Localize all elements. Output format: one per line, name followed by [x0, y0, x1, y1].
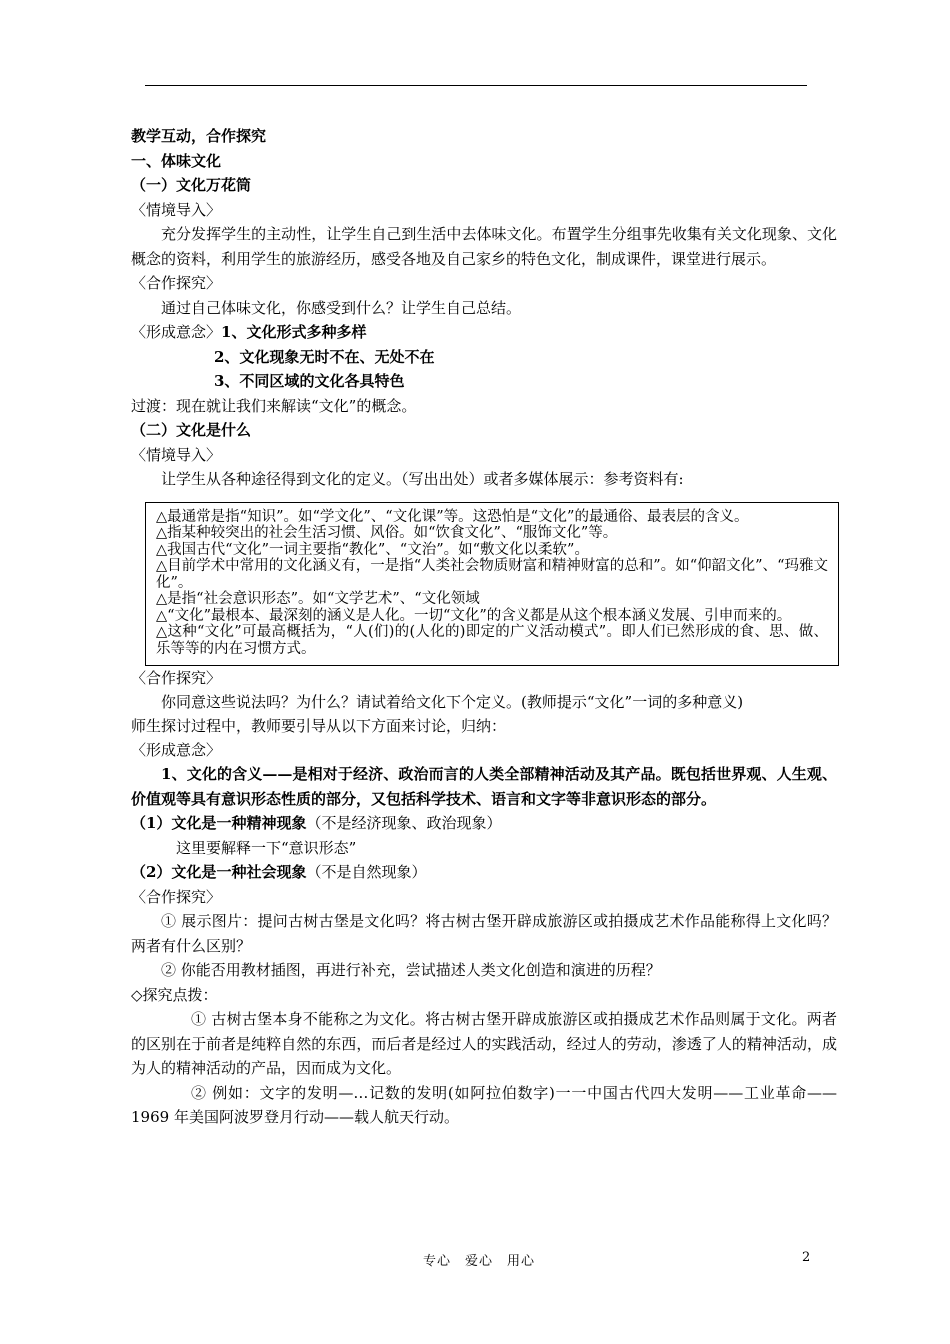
sub-point-2 — [131, 860, 837, 885]
document-body — [131, 124, 837, 1130]
heading-2-kaleidoscope: （一）文化万花筒 — [131, 176, 252, 194]
reference-item: △指某种较突出的社会生活习惯、风俗。如“饮食文化”、“服饰文化”等。 — [156, 525, 618, 541]
sub-point-2-note: （不是自然现象） — [306, 863, 427, 881]
ideology-note: 这里要解释一下“意识形态” — [176, 838, 357, 857]
answer-1: ① 古树古堡本身不能称之为文化。将古树古堡开辟成旅游区或拍摄成艺术作品则属于文化。两者的区别在于前者是纯粹自然的东西，而后者是经过人的实践活动，经过人的劳动，渗透了人的精神活动，成为人的精神活动的产品，因而成为文化。 — [131, 1010, 837, 1077]
footer-text: 专心 爱心 用心 — [423, 1254, 536, 1269]
reference-item: △目前学术中常用的文化涵义有，一是指“人类社会物质财富和精神财富的总和”。如“仰韶文化”、“玛雅文化”。 — [156, 558, 828, 591]
tag-formation: 〈形成意念〉 — [131, 323, 222, 341]
point-2: 2、文化现象无时不在、无处不在 — [214, 347, 435, 366]
paragraph-question: 你同意这些说法吗？为什么？请试着给文化下个定义。(教师提示“文化”一词的多种意义) — [161, 693, 744, 711]
paragraph-intro: 充分发挥学生的主动性，让学生自己到生活中去体味文化。布置学生分组事先收集有关文化现象、文化概念的资料，利用学生的旅游经历，感受各地及自己家乡的特色文化，制成课件，课堂进行展示。 — [131, 225, 837, 268]
reference-item: △“文化”最根本、最深刻的涵义是人化。一切“文化”的含义都是从这个根本涵义发展、引申而来的。 — [156, 607, 792, 624]
answer-2: ② 例如：文字的发明—…记数的发明(如阿拉伯数字)一一中国古代四大发明——工业革命——1969 年美国阿波罗登月行动——载人航天行动。 — [131, 1083, 837, 1126]
page-number: 2 — [802, 1250, 811, 1265]
reference-item: △这种“文化”可最高概括为，“人(们)的(人化的)即定的广义活动模式”。即人们已然形成的食、思、做、乐等等的内在习惯方式。 — [156, 624, 828, 657]
sub-point-2-title: （2）文化是一种社会现象 — [131, 863, 307, 881]
heading-2-what-is-culture: （二）文化是什么 — [131, 421, 252, 439]
reference-item: △是指“社会意识形态”。如“文学艺术”、“文化领域 — [156, 591, 480, 607]
tag-cooperative-inquiry-2: 〈合作探究〉 — [131, 669, 222, 687]
reference-item: △最通常是指“知识”。如“学文化”、“文化课”等。这恐怕是“文化”的最通俗、最表层的含义。 — [156, 508, 749, 525]
point-1-text: 1、文化形式多种多样 — [221, 323, 367, 341]
header-rule — [145, 85, 807, 86]
question-1: ① 展示图片：提问古树古堡是文化吗？将古树古堡开辟成旅游区或拍摄成艺术作品能称得上文化吗？两者有什么区别？ — [131, 912, 837, 955]
point-3: 3、不同区域的文化各具特色 — [214, 372, 405, 390]
definition-paragraph: 1、文化的含义——是相对于经济、政治而言的人类全部精神活动及其产品。既包括世界观、人生观、价值观等具有意识形态性质的部分，又包括科学技术、语言和文字等非意识形态的部分。 — [131, 765, 837, 808]
tag-scenario-intro-2: 〈情境导入〉 — [131, 445, 222, 464]
point-1 — [131, 320, 837, 345]
tag-scenario-intro: 〈情境导入〉 — [131, 200, 222, 219]
reference-item: △我国古代“文化”一词主要指“教化”、“文治”。如“敷文化以柔软”。 — [156, 541, 589, 558]
tag-cooperative-inquiry-3: 〈合作探究〉 — [131, 887, 222, 906]
inquiry-tips-label: ◇探究点拨： — [131, 985, 218, 1004]
paragraph-reflection: 通过自己体味文化，你感受到什么？让学生自己总结。 — [161, 298, 522, 317]
question-2: ② 你能否用教材插图，再进行补充，尝试描述人类文化创造和演进的历程？ — [161, 961, 661, 979]
transition-text: 过渡：现在就让我们来解读“文化”的概念。 — [131, 396, 417, 415]
reference-box — [145, 502, 839, 667]
section-title: 教学互动，合作探究 — [131, 127, 267, 145]
sub-point-1-title: （1）文化是一种精神现象 — [131, 814, 307, 832]
sub-point-1-note: （不是经济现象、政治现象） — [306, 814, 502, 832]
heading-1: 一、体味文化 — [131, 151, 222, 170]
paragraph-definitions-intro: 让学生从各种途径得到文化的定义。（写出出处）或者多媒体展示：参考资料有: — [161, 470, 684, 488]
sub-point-1 — [131, 811, 837, 836]
paragraph-guidance: 师生探讨过程中，教师要引导从以下方面来讨论，归纳： — [131, 717, 507, 735]
tag-cooperative-inquiry: 〈合作探究〉 — [131, 274, 222, 292]
tag-formation-2: 〈形成意念〉 — [131, 741, 222, 759]
